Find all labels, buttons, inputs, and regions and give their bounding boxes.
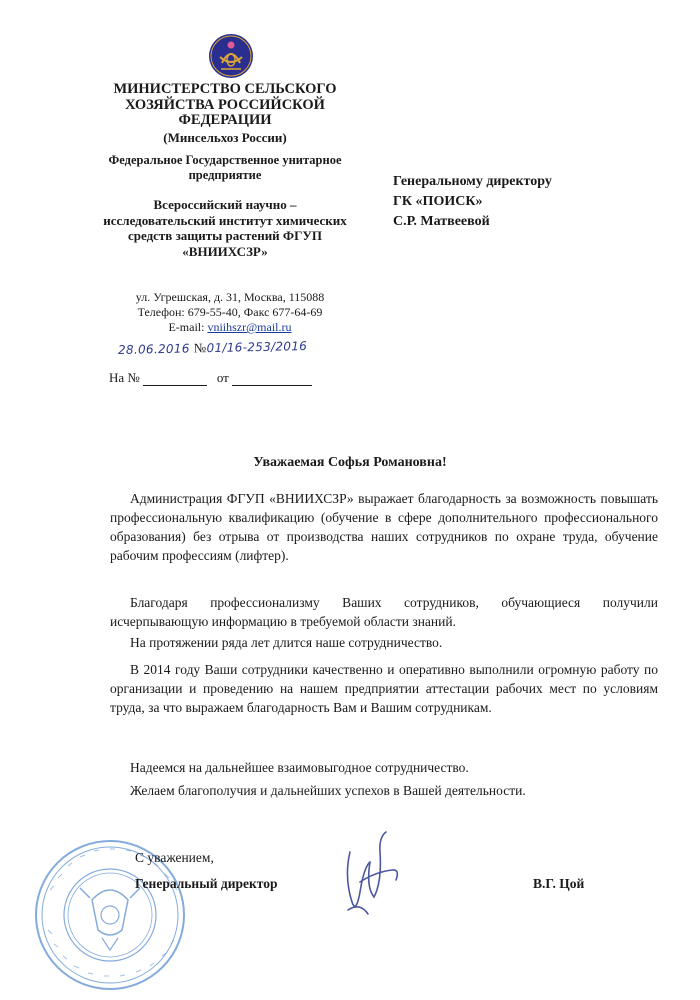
signer-position: Генеральный директор	[135, 876, 278, 891]
letter-paragraph: Желаем благополучия и дальнейших успехов в Вашей деятельности.	[130, 783, 526, 798]
ministry-emblem-logo	[208, 33, 254, 79]
letter-closing: С уважением,	[135, 850, 214, 865]
addressee-company: ГК «ПОИСК»	[393, 194, 483, 209]
letter-paragraph: На протяжении ряда лет длится наше сотрудничество.	[130, 635, 443, 650]
outgoing-number: 01/16-253/2016	[206, 339, 308, 356]
enterprise-type: Федеральное Государственное унитарное предприятие	[108, 153, 342, 182]
letter-paragraph: Администрация ФГУП «ВНИИХСЗР» выражает благодарность за возможность повышать профессиональную квалификацию (обучение в сфере дополнительного профессионального образования) без отрыва от производства наших сотрудников по охране труда, обучение рабочим профессиям (лифтер).	[110, 491, 658, 563]
email-link[interactable]: vniihszr@mail.ru	[207, 320, 292, 334]
address-line: ул. Угрешская, д. 31, Москва, 115088	[135, 290, 325, 304]
signer-name: В.Г. Цой	[533, 876, 585, 891]
email-label: E-mail:	[168, 320, 205, 334]
official-seal-stamp	[30, 820, 210, 1000]
letter-paragraph: В 2014 году Ваши сотрудники качественно и оперативно выполнили огромную работу по организации и проведению на нашем предприятии аттестации рабочих мест по условиям труда, за что выражаем благодарность Вам и Вашим сотрудникам.	[110, 662, 658, 715]
addressee-name: С.Р. Матвеевой	[393, 214, 490, 229]
addressee-block	[393, 172, 552, 232]
letter-paragraph: Благодаря профессионализму Ваших сотрудников, обучающиеся получили исчерпывающую информацию в требуемой области знаний.	[110, 595, 658, 629]
reference-line	[109, 370, 312, 386]
ministry-short-name: (Минсельхоз России)	[163, 130, 287, 145]
letter-greeting: Уважаемая Софья Романовна!	[253, 455, 447, 470]
institute-name: Всероссийский научно – исследовательский институт химических средств защиты растений ФГУП «ВНИИХСЗР»	[103, 197, 347, 259]
outgoing-date: 28.06.2016	[117, 341, 190, 357]
outgoing-registration-handwritten	[118, 338, 307, 358]
handwritten-signature	[330, 822, 420, 922]
addressee-position: Генеральному директору	[393, 174, 552, 189]
outgoing-number-sign: №	[193, 340, 207, 356]
ref-number-label: На №	[109, 370, 140, 385]
ref-number-blank	[143, 372, 207, 386]
ref-from-label: от	[216, 370, 229, 385]
phone-fax-line: Телефон: 679-55-40, Факс 677-64-69	[137, 305, 323, 319]
letter-paragraph: Надеемся на дальнейшее взаимовыгодное сотрудничество.	[130, 760, 469, 775]
email-line	[100, 320, 360, 335]
ministry-name: МИНИСТЕРСТВО СЕЛЬСКОГО ХОЗЯЙСТВА РОССИЙСКОЙ ФЕДЕРАЦИИ	[113, 81, 337, 128]
ref-date-blank	[232, 372, 312, 386]
